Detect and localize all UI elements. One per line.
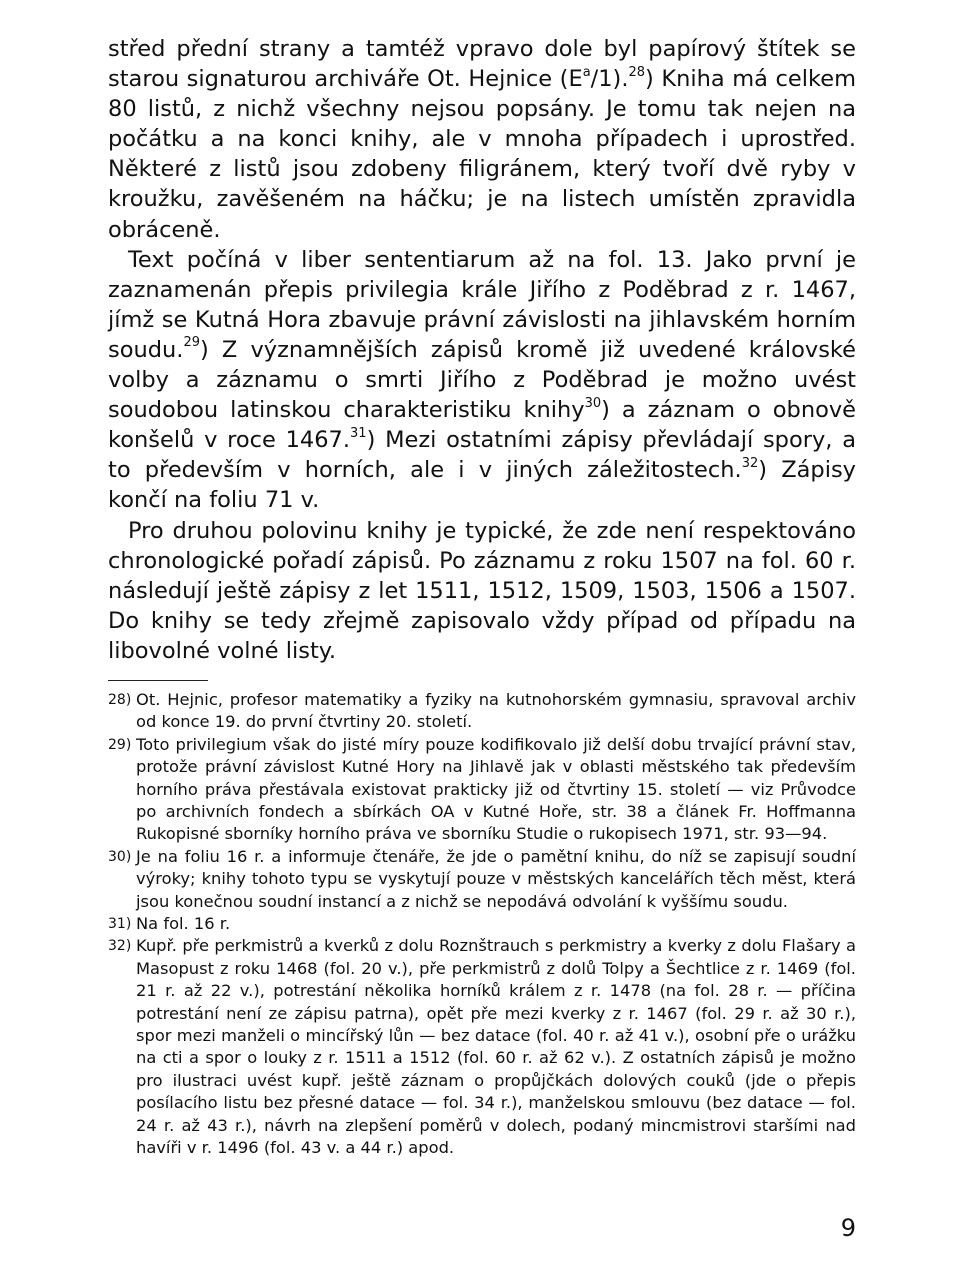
footnote-mark: 29) [108,736,132,753]
footnote-mark: 28) [108,691,132,708]
footnote-text: Toto privilegium však do jisté míry pouze kodifikovalo již delší dobu trvající právní stav, protože právní závislost Kutné Hory na Jihlavě jak v oblasti městského tak především horního práva přestávala existovat prakticky již od čtvrtiny 15. století — viz Průvodce po archivních fondech a sbírkách OA v Kutné Hoře, str. 38 a článek Fr. Hoffmanna Rukopisné sborníky horního práva ve sborníku Studie o rukopisech 1971, str. 93—94. [136,734,856,844]
footnote-mark: 32) [108,938,132,955]
footnote-ref-31[interactable]: 31 [350,425,367,441]
footnote-29 [108,734,856,846]
main-text [108,34,856,666]
paragraph-2 [108,245,856,516]
footnote-ref-28[interactable]: 28 [628,64,646,80]
footnotes [108,689,856,1160]
footnote-mark: 30) [108,848,132,865]
text-run: ) Z významnějších zápisů kromě již uvedené královské volby a záznamu o smrti Jiřího z Poděbrad je možno uvést soudobou latinskou charakteristiku knihy [108,336,856,424]
footnote-31 [108,913,856,935]
paragraph-1 [108,34,856,245]
text-run: střed přední strany a tamtéž vpravo dole byl papírový štítek se starou signaturou archiváře Ot. Hejnice (E [108,36,856,93]
text-run: /1). [590,66,629,93]
footnote-text: Kupř. pře perkmistrů a kverků z dolu Roznštrauch s perkmistry a kverky z dolu Flašary a Masopust z roku 1468 (fol. 20 v.), pře perkmistrů z dolů Tolpy a Šechtlice z r. 1469 (fol. 21 r. až 22 v.), potrestání několika horníků králem z r. 1478 (na fol. 28 r. — příčina potrestání není ze zápisu patrna), opět pře mezi kverky z r. 1467 (fol. 29 r. až 30 r.), spor mezi manželi o mincířský lůn — bez datace (fol. 40 r. až 41 v.), osobní pře o urážku na cti a spor o louky z r. 1511 a 1512 (fol. 60 r. až 62 v.). Z ostatních zápisů je možno pro ilustraci uvést kupř. ještě záznam o propůjčkách dolových couků (jde o přepis posílacího listu bez přesné datace — fol. 34 r.), manželskou smlouvu (bez datace — fol. 24 r. až 43 r.), návrh na zlepšení poměrů v dolech, podaný mincmistrovi staršími nad havíři v r. 1496 (fol. 43 v. a 44 r.) apod. [136,936,856,1158]
footnote-32 [108,935,856,1159]
footnote-text: Je na foliu 16 r. a informuje čtenáře, že jde o pamětní knihu, do níž se zapisují soudní výroky; knihy tohoto typu se vyskytují pouze v městských kancelářích těch měst, která jsou konečnou soudní instancí a z nichž se nepodává odvolání k vyššímu soudu. [136,846,856,911]
footnote-30 [108,846,856,913]
footnote-ref-32[interactable]: 32 [741,455,759,471]
footnote-text: Na fol. 16 r. [136,914,231,934]
text-run: ) Kniha má celkem 80 listů, z nichž všechny nejsou popsány. Je tomu tak nejen na počátku a na konci knihy, ale v mnoha případech i uprostřed. Některé z listů jsou zdobeny filigránem, který tvoří dvě ryby v kroužku, zavěšeném na háčku; je na listech umístěn zpravidla obráceně. [108,66,856,243]
footnote-divider [108,680,208,681]
text-run: ) Mezi ostatními zápisy převládají spory, a to především v horních, ale i v jiných záležitostech. [108,427,856,484]
footnote-mark: 31) [108,916,132,933]
footnote-ref-30[interactable]: 30 [584,395,602,411]
text-run: ) a záznam o obnově konšelů v roce 1467. [108,397,857,454]
footnote-28 [108,689,856,734]
superscript: a [582,64,591,80]
page-number: 9 [840,1214,856,1242]
paragraph-3: Pro druhou polovinu knihy je typické, že zde není respektováno chronologické pořadí zápisů. Po záznamu z roku 1507 na fol. 60 r. následují ještě zápisy z let 1511, 1512, 1509, 1503, 1506 a 1507. Do knihy se tedy zřejmě zapisovalo vždy případ od případu na libovolné volné listy. [108,517,856,664]
footnote-ref-29[interactable]: 29 [183,335,200,351]
text-run: Text počíná v liber sententiarum až na fol. 13. Jako první je zaznamenán přepis privilegia krále Jiřího z Poděbrad z r. 1467, jímž se Kutná Hora zbavuje právní závislosti na jihlavském horním soudu. [108,246,856,363]
page-content [108,34,856,1160]
text-run: ) Zápisy končí na foliu 71 v. [108,457,856,514]
footnote-text: Ot. Hejnic, profesor matematiky a fyziky na kutnohorském gymnasiu, spravoval archiv od konce 19. do první čtvrtiny 20. století. [136,689,856,732]
